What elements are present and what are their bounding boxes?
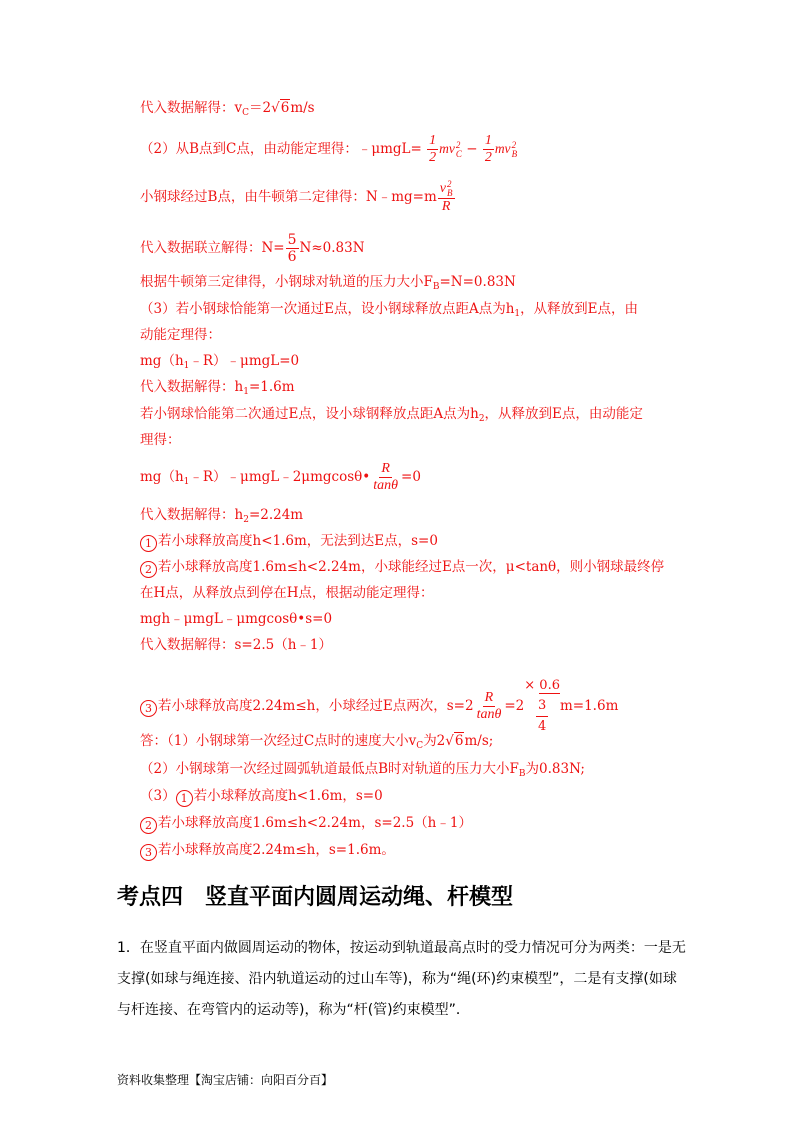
- text: 在H点，从释放点到停在H点，根据动能定理得：: [140, 585, 434, 601]
- answer-line-2: [140, 759, 585, 784]
- numerator: R: [381, 461, 390, 476]
- denominator: R: [441, 199, 451, 214]
- exp-sub: [447, 180, 453, 198]
- solution-line-16: [140, 583, 434, 603]
- numerator: 1: [484, 133, 492, 148]
- answer-line-3: [140, 786, 383, 807]
- section-title: 考点四 竖直平面内圆周运动绳、杆模型: [117, 885, 514, 910]
- radicand: 6: [280, 100, 290, 116]
- minus: −: [466, 141, 478, 157]
- sqrt-6: √6: [445, 733, 464, 749]
- circled-number-icon: 2: [140, 817, 157, 834]
- footer-source: 资料收集整理【淘宝店铺：向阳百分百】: [117, 1073, 334, 1087]
- text: N≈0.83N: [299, 240, 365, 256]
- text: 代入数据联立解得：N=: [140, 240, 285, 256]
- text: 代入数据解得：v: [140, 100, 243, 116]
- solution-line-1: [140, 98, 315, 123]
- text: m/s;: [464, 733, 494, 749]
- text: 答：（1）小钢球第一次经过C点时的速度大小v: [140, 733, 417, 749]
- text: 若小球释放高度2.24m≤h，s=1.6m。: [158, 842, 395, 858]
- solution-line-19: [140, 676, 618, 737]
- denominator: tanθ: [476, 707, 502, 722]
- text: mg（h: [140, 469, 184, 485]
- text: 若小球释放高度2.24m≤h，小球经过E点两次，s=2: [158, 698, 474, 714]
- exponent-sub: [456, 141, 462, 159]
- text: 若小球释放高度h<1.6m，无法到达E点，s=0: [158, 533, 438, 549]
- fraction-vB2-R: [438, 180, 455, 215]
- text: （3）: [140, 788, 176, 804]
- value: 0.6: [539, 678, 560, 693]
- subscript: B: [518, 769, 526, 779]
- text: 若小球释放高度h<1.6m，s=0: [193, 788, 383, 804]
- value: 3: [536, 696, 548, 717]
- text: 代入数据解得：h: [140, 379, 244, 395]
- solution-line-10: [140, 404, 643, 429]
- denominator: tanθ: [373, 478, 399, 493]
- text: （2）小钢球第一次经过圆弧轨道最低点B时对轨道的压力大小F: [140, 761, 519, 777]
- subscript: 1: [514, 309, 521, 319]
- solution-line-12: [140, 461, 421, 494]
- body-paragraph: 1．在竖直平面内做圆周运动的物体，按运动到轨道最高点时的受力情况可分为两类：一是无支撑(如球与绳连接、沿内轨道运动的过山车等)，称为“绳(环)约束模型”，二是有支撑(如球与杆连接、在弯管内的运动等)，称为“杆(管)约束模型”．: [117, 940, 686, 1018]
- text: 若小球释放高度1.6m≤h<2.24m，s=2.5（h﹣1）: [158, 815, 472, 831]
- circled-number-icon: 2: [140, 561, 157, 578]
- numerator: R: [484, 690, 494, 705]
- answer-line-4: [140, 813, 472, 834]
- subscript: 1: [183, 477, 190, 487]
- solution-line-7: [140, 325, 221, 345]
- text: 为2: [423, 733, 446, 749]
- text: 若小钢球恰能第二次通过E点，设小球钢释放点距A点为h: [140, 406, 479, 422]
- solution-line-8: [140, 351, 299, 376]
- circled-number-icon: 1: [140, 535, 157, 552]
- solution-line-15: [140, 557, 664, 578]
- subscript: 1: [243, 387, 249, 397]
- text: =0: [401, 469, 421, 485]
- text: m=1.6m: [559, 698, 619, 714]
- unit: m/s: [290, 100, 315, 116]
- subscript: B: [432, 282, 440, 292]
- exp: 2: [455, 139, 461, 150]
- sub: B: [511, 148, 518, 159]
- text: 若小球释放高度1.6m≤h<2.24m，小球能经过E点一次，μ<tanθ，则小钢球最终停: [158, 559, 665, 575]
- subscript: 1: [183, 361, 190, 371]
- radicand: 6: [454, 733, 464, 749]
- mv: mv: [494, 141, 511, 156]
- text: mgh﹣μmgL﹣μmgcosθ•s=0: [140, 611, 333, 627]
- fraction-5-6: [286, 232, 299, 265]
- subscript: 2: [478, 414, 485, 424]
- solution-line-5: [140, 272, 516, 297]
- mv: mv: [439, 141, 455, 156]
- text: ﹣R）﹣μmgL﹣2μmgcosθ•: [189, 469, 371, 485]
- exponent-sub: [512, 141, 518, 159]
- text: ﹣R）﹣μmgL=0: [189, 353, 300, 369]
- text: 小钢球经过B点，由牛顿第二定律得：N﹣mg=m: [140, 189, 437, 205]
- circled-number-icon: 1: [176, 790, 193, 807]
- solution-line-2: [140, 133, 517, 166]
- text: 根据牛顿第三定律得，小钢球对轨道的压力大小F: [140, 274, 433, 290]
- text: ＝2: [249, 100, 272, 116]
- text: 动能定理得：: [140, 327, 221, 343]
- numerator: 1: [429, 133, 437, 148]
- answer-line-5: [140, 840, 395, 861]
- compound-fraction: [524, 676, 560, 737]
- text: 代入数据解得：h: [140, 507, 244, 523]
- solution-line-13: [140, 505, 303, 530]
- solution-line-11: [140, 430, 181, 450]
- times: ×: [524, 678, 536, 693]
- v: v: [439, 181, 447, 197]
- subscript: C: [416, 741, 424, 751]
- fraction-R-tan: [371, 461, 400, 494]
- numerator: 5: [287, 232, 297, 248]
- denominator: 2: [484, 150, 492, 165]
- text: ，从释放到E点，由动能定: [484, 406, 643, 422]
- value: 4: [537, 719, 547, 734]
- numerator-row: [524, 676, 560, 696]
- text: （2）从B点到C点，由动能定理得：﹣μmgL=: [140, 141, 422, 157]
- circled-number-icon: 3: [140, 700, 157, 717]
- text: mg（h: [140, 353, 184, 369]
- text: 代入数据解得：s=2.5（h﹣1）: [140, 637, 332, 653]
- text: ，从释放到E点，由: [520, 301, 638, 317]
- sqrt-6: √6: [271, 100, 290, 116]
- circled-number-icon: 3: [140, 844, 157, 861]
- sub: C: [455, 148, 462, 159]
- sub: B: [447, 188, 453, 198]
- exp: 2: [447, 179, 452, 189]
- fraction-R-tan: [475, 690, 504, 723]
- answer-line-1: [140, 731, 493, 756]
- denominator: 2: [429, 150, 437, 165]
- exp: 2: [511, 139, 517, 150]
- fraction-half: [427, 133, 438, 166]
- denominator: 6: [287, 249, 297, 265]
- text: =N=0.83N: [439, 274, 516, 290]
- text: （3）若小钢球恰能第一次通过E点，设小钢球释放点距A点为h: [140, 301, 515, 317]
- numerator: [438, 180, 455, 199]
- solution-line-9: [140, 377, 295, 402]
- subscript: 2: [243, 515, 249, 525]
- solution-line-17: [140, 609, 332, 629]
- text: 为0.83N;: [525, 761, 585, 777]
- fraction-half-2: [483, 133, 494, 166]
- text: 理得：: [140, 432, 181, 448]
- subscript: C: [242, 108, 250, 118]
- text: =1.6m: [248, 379, 295, 395]
- solution-line-14: [140, 531, 438, 552]
- solution-line-4: [140, 232, 365, 265]
- solution-line-6: [140, 299, 638, 324]
- solution-line-18: [140, 635, 332, 655]
- text: =2.24m: [248, 507, 304, 523]
- text: =2: [504, 698, 525, 714]
- solution-line-3: [140, 180, 456, 215]
